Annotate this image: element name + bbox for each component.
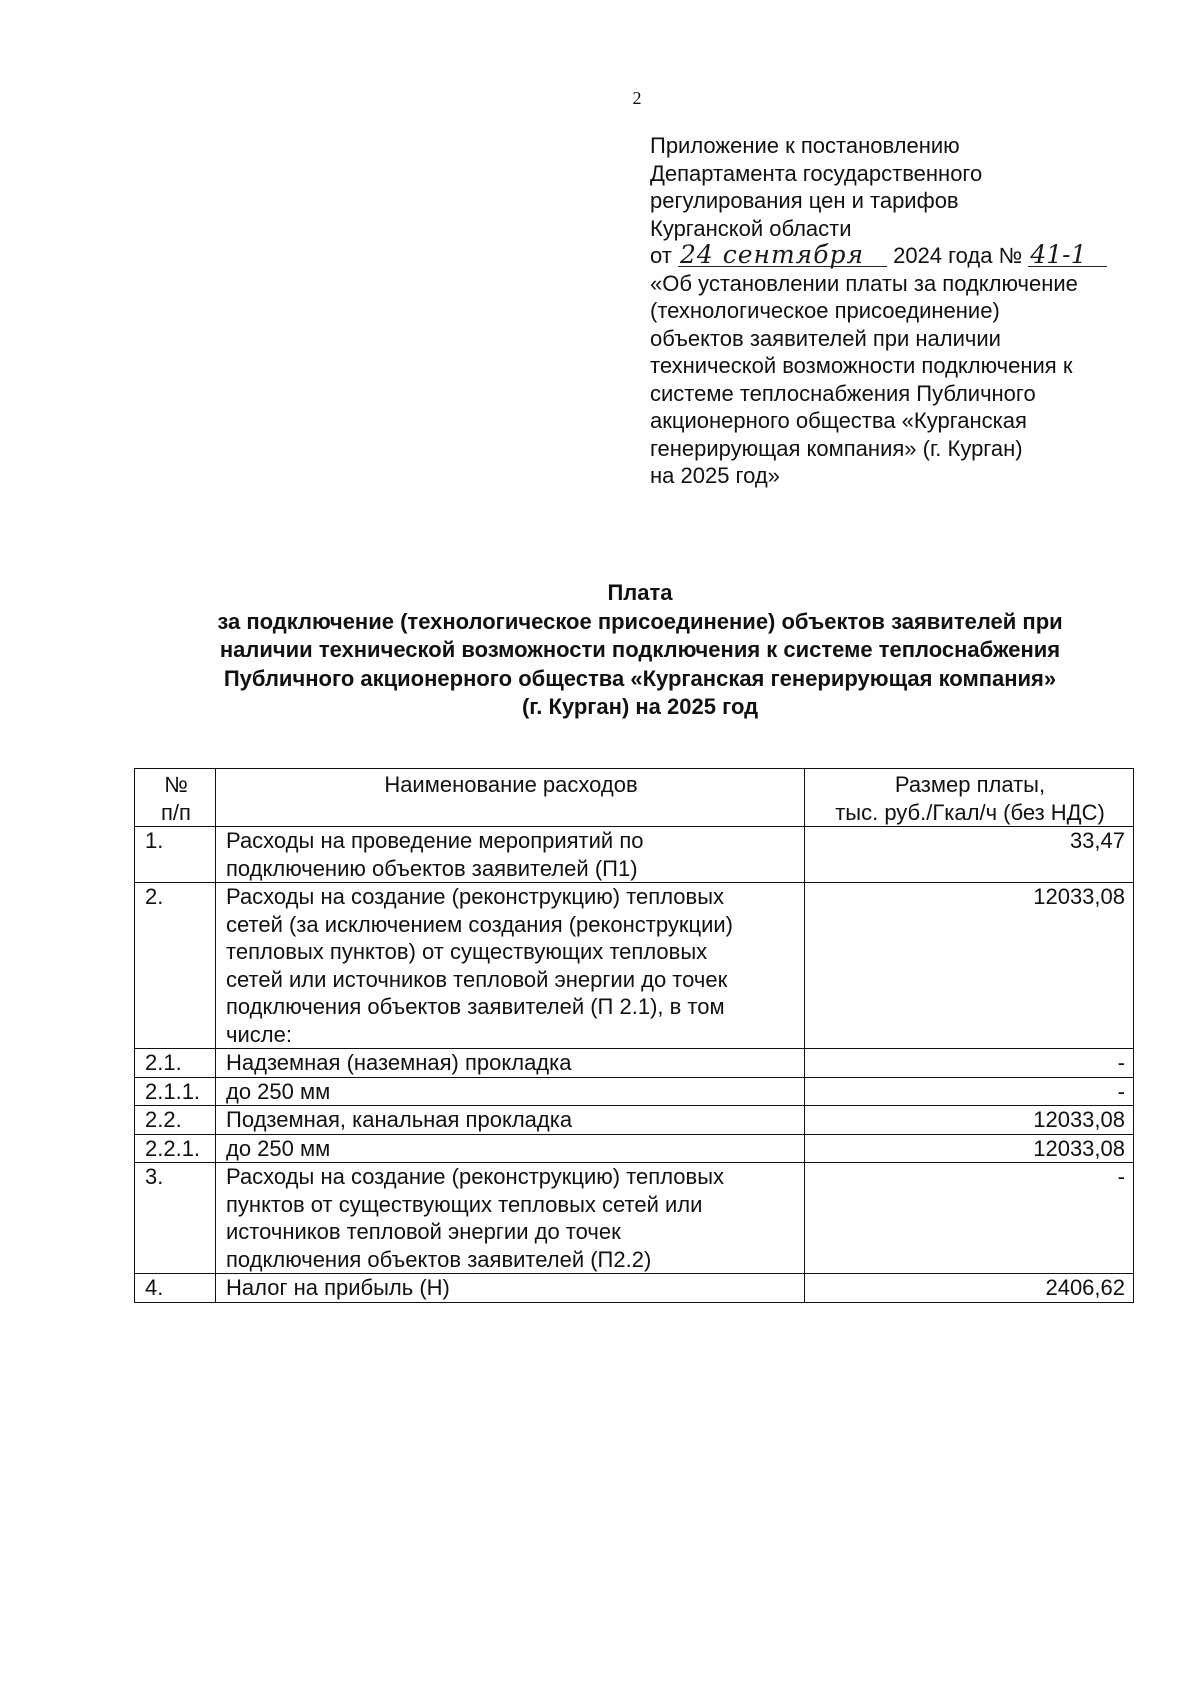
table-row: [135, 1077, 1134, 1106]
row-fee-value: 2406,62: [805, 1274, 1134, 1303]
row-expense-name-line: Надземная (наземная) прокладка: [226, 1050, 572, 1075]
header-num-line1: №: [164, 772, 188, 797]
appendix-line: Курганской области: [650, 215, 852, 241]
title-line: за подключение (технологическое присоединение) объектов заявителей при: [217, 608, 1063, 634]
header-name: Наименование расходов: [216, 769, 805, 827]
handwritten-number: 41-1: [1028, 244, 1107, 267]
row-expense-name-line: Подземная, канальная прокладка: [226, 1107, 573, 1132]
appendix-line: Приложение к постановлению: [650, 133, 960, 158]
row-expense-name-line: подключению объектов заявителей (П1): [226, 855, 638, 881]
table-row: [135, 1134, 1134, 1163]
header-value-line1: Размер платы,: [894, 772, 1046, 797]
row-expense-name: [216, 1163, 805, 1274]
row-expense-name-line: до 250 мм: [226, 1135, 331, 1161]
row-number: 4.: [135, 1274, 216, 1303]
row-fee-value: -: [805, 1163, 1134, 1274]
header-value: [805, 769, 1134, 827]
table-body: [135, 827, 1134, 1303]
appendix-line: Департамента государственного: [650, 160, 983, 186]
appendix-subject-line: генерирующая компания» (г. Курган): [650, 435, 1023, 461]
row-fee-value: 12033,08: [805, 1106, 1134, 1135]
row-number: 2.: [135, 883, 216, 1049]
row-fee-value: 33,47: [805, 827, 1134, 883]
row-expense-name-line: Расходы на создание (реконструкцию) тепловых: [226, 1164, 725, 1189]
appendix-subject-line: на 2025 год»: [650, 463, 780, 488]
row-fee-value: -: [805, 1049, 1134, 1078]
title-line: наличии технической возможности подключения к системе теплоснабжения: [219, 637, 1061, 662]
fees-table: [134, 768, 1134, 1303]
row-number: 2.1.1.: [135, 1077, 216, 1106]
row-expense-name: [216, 1106, 805, 1135]
table-row: [135, 827, 1134, 883]
row-expense-name-line: подключения объектов заявителей (П2.2): [226, 1246, 652, 1272]
row-expense-name: [216, 1274, 805, 1303]
row-fee-value: -: [805, 1077, 1134, 1106]
title-line: (г. Курган) на 2025 год: [521, 694, 759, 719]
header-num-line2: п/п: [161, 799, 191, 825]
document-title: [100, 579, 1180, 722]
row-number: 2.2.: [135, 1106, 216, 1135]
row-expense-name-line: Налог на прибыль (Н): [226, 1275, 450, 1300]
date-prefix: от: [650, 243, 672, 268]
row-expense-name-line: тепловых пунктов) от существующих тепловых: [226, 939, 708, 964]
row-expense-name-line: пунктов от существующих тепловых сетей или: [226, 1191, 703, 1217]
row-number: 3.: [135, 1163, 216, 1274]
table-row: [135, 1163, 1134, 1274]
row-expense-name: [216, 1077, 805, 1106]
row-expense-name: [216, 1049, 805, 1078]
row-expense-name: [216, 1134, 805, 1163]
table-row: [135, 883, 1134, 1049]
row-expense-name-line: до 250 мм: [226, 1078, 331, 1104]
year-text: 2024 года №: [893, 243, 1023, 268]
row-expense-name-line: сетей (за исключением создания (реконструкции): [226, 911, 733, 937]
appendix-subject-line: акционерного общества «Курганская: [650, 408, 1027, 433]
appendix-line: регулирования цен и тарифов: [650, 188, 959, 213]
row-expense-name-line: числе:: [226, 1021, 292, 1047]
row-fee-value: 12033,08: [805, 883, 1134, 1049]
table-row: [135, 1049, 1134, 1078]
appendix-subject-line: (технологическое присоединение): [650, 298, 1000, 323]
header-value-line2: тыс. руб./Гкал/ч (без НДС): [835, 799, 1105, 825]
appendix-subject-line: «Об установлении платы за подключение: [650, 270, 1078, 296]
row-number: 2.2.1.: [135, 1134, 216, 1163]
header-num: [135, 769, 216, 827]
appendix-date-line: [650, 242, 1150, 270]
page-number: 2: [632, 88, 642, 108]
row-expense-name-line: подключения объектов заявителей (П 2.1), в том: [226, 994, 725, 1019]
row-number: 2.1.: [135, 1049, 216, 1078]
appendix-block: [650, 132, 1150, 490]
appendix-subject-line: технической возможности подключения к: [650, 353, 1073, 378]
appendix-subject-line: объектов заявителей при наличии: [650, 325, 1001, 351]
title-line: Плата: [607, 580, 673, 605]
table-row: [135, 1106, 1134, 1135]
table-header-row: [135, 769, 1134, 827]
row-expense-name-line: Расходы на создание (реконструкцию) тепловых: [226, 884, 725, 909]
row-expense-name-line: сетей или источников тепловой энергии до точек: [226, 966, 728, 992]
appendix-subject: [650, 270, 1150, 490]
row-expense-name: [216, 827, 805, 883]
row-expense-name-line: источников тепловой энергии до точек: [226, 1219, 621, 1244]
handwritten-date: 24 сентября: [678, 244, 887, 267]
table-row: [135, 1274, 1134, 1303]
row-expense-name: [216, 883, 805, 1049]
appendix-subject-line: системе теплоснабжения Публичного: [650, 380, 1036, 406]
row-expense-name-line: Расходы на проведение мероприятий по: [226, 828, 644, 853]
row-number: 1.: [135, 827, 216, 883]
row-fee-value: 12033,08: [805, 1134, 1134, 1163]
title-line: Публичного акционерного общества «Курганская генерирующая компания»: [223, 665, 1057, 691]
